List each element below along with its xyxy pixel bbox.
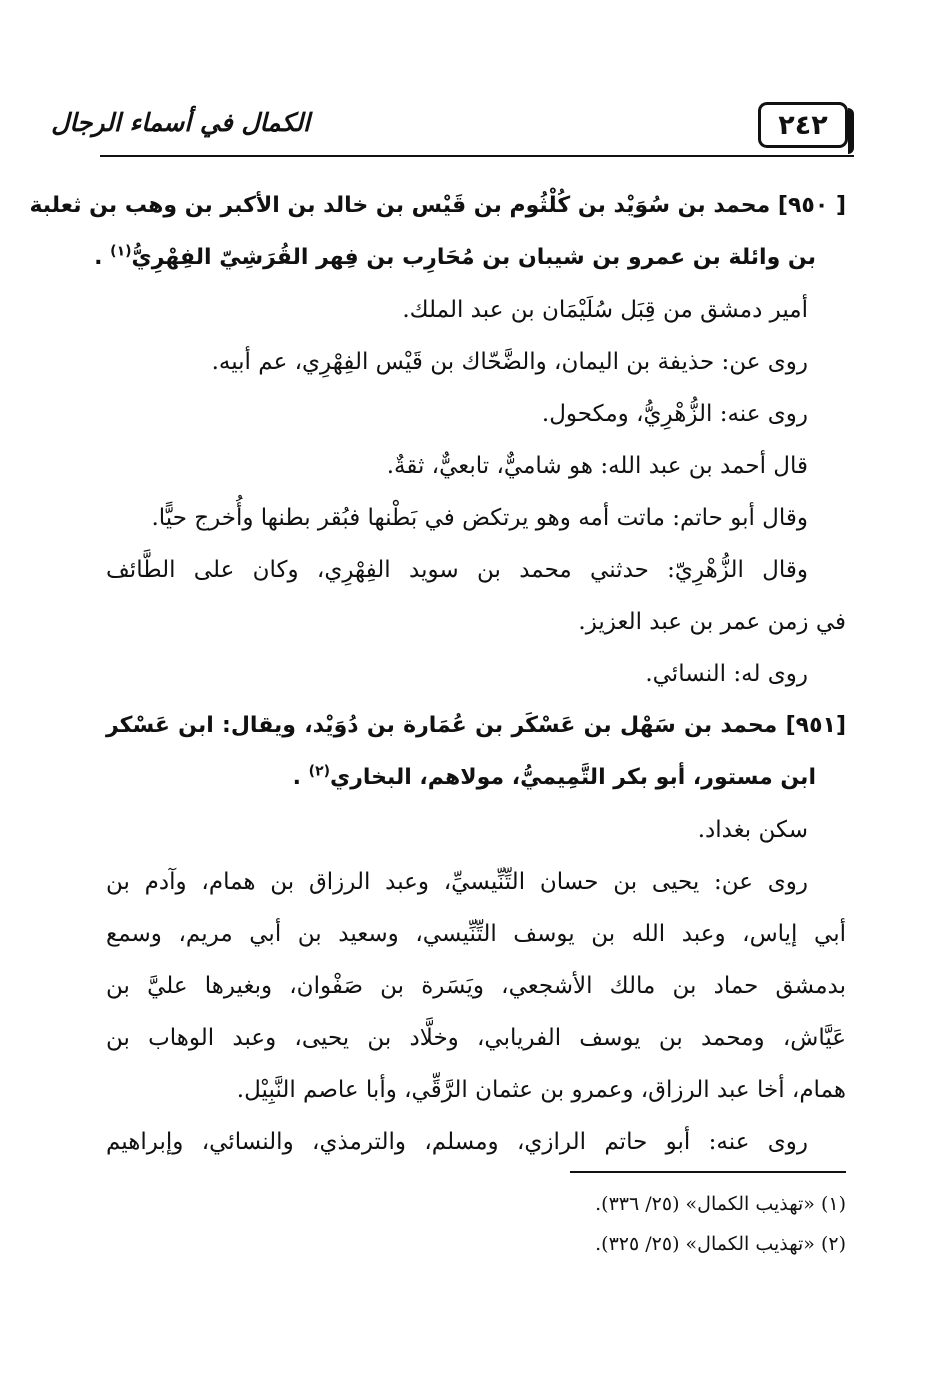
text-line: وقال الزُّهْرِيّ: حدثني محمد بن سويد الفِهْرِي، وكان على الطَّائف: [106, 557, 808, 583]
footnote-ref: (٢): [308, 763, 331, 780]
footnote-divider: [570, 1171, 846, 1173]
book-title: الكمال في أسماء الرجال: [51, 108, 310, 137]
text-line: وقال أبو حاتم: ماتت أمه وهو يرتكض في بَطْنها فبُقر بطنها وأُخرج حيًّا.: [151, 505, 808, 531]
text-line: سكن بغداد.: [697, 817, 808, 843]
main-text: [29, 180, 846, 1168]
header-divider: [100, 155, 854, 157]
text-line: بدمشق حماد بن مالك الأشجعي، ويَسَرة بن صَفْوان، وبغيرها عليَّ بن: [106, 973, 846, 999]
entry-heading-line: ابن مستور، أبو بكر التَّمِيميُّ، مولاهم، البخاري$^{(٢)}$ .: [292, 763, 816, 790]
text-line: في زمن عمر بن عبد العزيز.: [578, 609, 846, 635]
entry-heading-line: [٩٥١] محمد بن سَهْل بن عَسْكَر بن عُمَارة بن دُوَيْد، ويقال: ابن عَسْكر: [106, 713, 846, 738]
text-line: أبي إياس، وعبد الله بن يوسف التِّنِّيسي، وسعيد بن أبي مريم، وسمع: [106, 921, 846, 947]
text-line: أمير دمشق من قِبَل سُلَيْمَان بن عبد الملك.: [402, 297, 808, 323]
footnote: (١) «تهذيب الكمال» (٢٥/ ٣٣٦).: [595, 1193, 846, 1215]
text-line: قال أحمد بن عبد الله: هو شاميٌّ، تابعيٌّ، ثقةٌ.: [386, 453, 808, 479]
text-line: عَيَّاش، ومحمد بن يوسف الفريابي، وخلَّاد بن يحيى، وعبد الوهاب بن: [106, 1025, 846, 1051]
footnote-ref: (١): [110, 243, 132, 260]
text-line: روى عن: حذيفة بن اليمان، والضَّحّاك بن قَيْس الفِهْرِي، عم أبيه.: [211, 349, 808, 375]
text-line: روى عنه: الزُّهْرِيُّ، ومكحول.: [541, 401, 808, 427]
footnote: (٢) «تهذيب الكمال» (٢٥/ ٣٢٥).: [595, 1233, 846, 1255]
page-number: ٢٤٢: [758, 102, 848, 148]
entry-heading-line: بن وائلة بن عمرو بن شيبان بن مُحَارِب بن فِهر القُرَشِيّ الفِهْرِيُّ$^{(١)}$ .: [94, 243, 816, 270]
text-line: روى له: النسائي.: [645, 661, 808, 687]
text-line: همام، أخا عبد الرزاق، وعمرو بن عثمان الرَّقِّي، وأبا عاصم النَّبِيْل.: [236, 1077, 846, 1103]
text-line: روى عنه: أبو حاتم الرازي، ومسلم، والترمذي، والنسائي، وإبراهيم: [106, 1129, 808, 1155]
text-line: روى عن: يحيى بن حسان التِّنِّيسيِّ، وعبد الرزاق بن همام، وآدم بن: [106, 869, 808, 895]
page-header: [51, 96, 848, 160]
entry-heading-line: [ ٩٥٠] محمد بن سُوَيْد بن كُلْثُوم بن قَيْس بن خالد بن الأكبر بن وهب بن ثعلبة: [29, 193, 846, 218]
page-number-shadow: [848, 108, 854, 154]
footnotes: [106, 1184, 846, 1264]
